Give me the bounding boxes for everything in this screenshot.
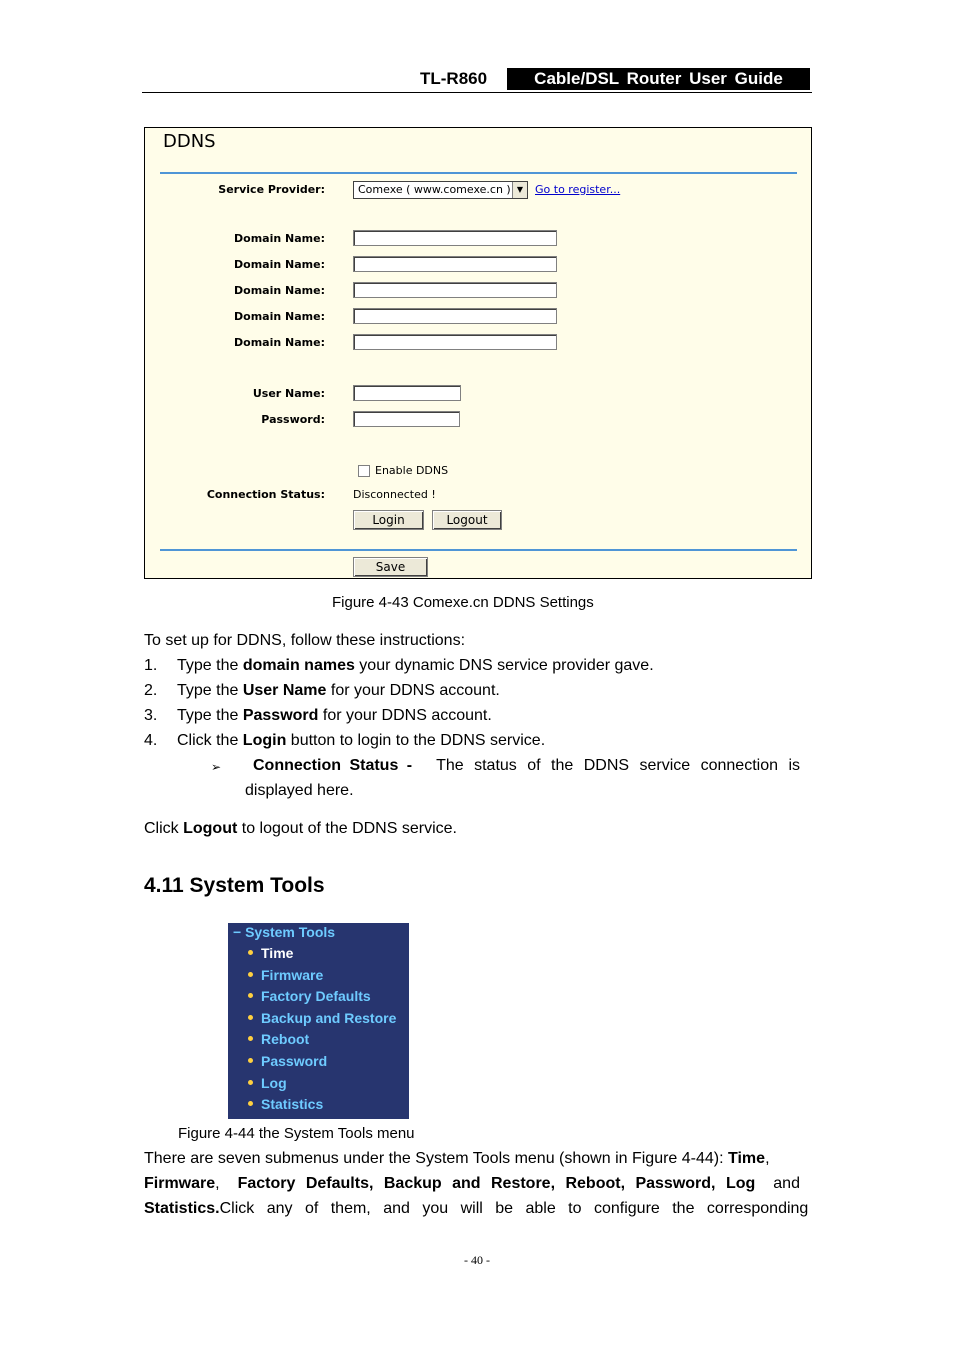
page-number: - 40 - xyxy=(464,1253,490,1267)
bullet-icon xyxy=(248,1036,253,1041)
bullet-icon xyxy=(248,1058,253,1063)
step-2 xyxy=(144,682,500,700)
header-model: TL-R860 xyxy=(420,69,488,88)
bullet-arrow-icon: ➢ xyxy=(211,760,222,774)
bullet-icon xyxy=(248,1080,253,1085)
logout-button[interactable]: Logout xyxy=(432,510,502,530)
save-button[interactable]: Save xyxy=(353,557,428,577)
bullet-line-1 xyxy=(253,757,800,775)
login-button[interactable]: Login xyxy=(353,510,424,530)
password-label: Password: xyxy=(261,413,325,426)
bullet-icon xyxy=(248,993,253,998)
menu-item-factory-defaults[interactable]: Factory Defaults xyxy=(248,988,371,1004)
menu-item-statistics[interactable]: Statistics xyxy=(248,1096,323,1112)
step-number: 4. xyxy=(144,732,158,749)
menu-item-password[interactable]: Password xyxy=(248,1053,327,1069)
menu-item-firmware[interactable]: Firmware xyxy=(248,967,323,983)
domain-name-input-2[interactable] xyxy=(353,256,557,272)
domain-name-label-1: Domain Name: xyxy=(234,232,325,245)
step-number: 2. xyxy=(144,682,158,699)
domain-name-label-3: Domain Name: xyxy=(234,284,325,297)
bullet-icon xyxy=(248,972,253,977)
bullet-line-2: displayed here. xyxy=(245,782,354,799)
password-input[interactable] xyxy=(353,411,460,427)
user-name-label: User Name: xyxy=(252,387,325,400)
domain-name-input-4[interactable] xyxy=(353,308,557,324)
para-line-2: Firmware, Factory Defaults, Backup and Restore, Reboot, Password, Log and xyxy=(144,1175,800,1192)
para-line-1: There are seven submenus under the System Tools menu (shown in Figure 4-44): Time, xyxy=(144,1150,770,1167)
dropdown-arrow-icon[interactable]: ▼ xyxy=(512,182,527,198)
connection-status-value: Disconnected ! xyxy=(353,488,436,501)
para-line-3: Statistics. Click any of them, and you will be able to configure the corresponding xyxy=(144,1200,809,1217)
service-provider-label: Service Provider: xyxy=(218,183,325,196)
step-3 xyxy=(144,707,492,725)
step-text: Click the xyxy=(177,732,243,749)
domain-name-input-3[interactable] xyxy=(353,282,557,298)
service-provider-value: Comexe ( www.comexe.cn ) xyxy=(358,183,511,196)
divider-top xyxy=(160,172,797,174)
figure-44-caption: Figure 4-44 the System Tools menu xyxy=(178,1125,415,1142)
step-bold: domain names xyxy=(242,657,355,674)
menu-item-log[interactable]: Log xyxy=(248,1075,287,1091)
menu-item-reboot[interactable]: Reboot xyxy=(248,1031,309,1047)
menu-item-time[interactable]: Time xyxy=(248,945,293,961)
bullet-text: The status of the DDNS service connection is xyxy=(436,757,800,774)
minus-icon: − xyxy=(233,924,242,940)
logout-note xyxy=(144,820,457,838)
step-number: 1. xyxy=(144,657,158,674)
divider-bottom xyxy=(160,549,797,551)
user-name-input[interactable] xyxy=(353,385,461,401)
enable-ddns-label: Enable DDNS xyxy=(375,464,449,477)
step-1 xyxy=(144,657,654,675)
note-text: Click xyxy=(144,820,184,837)
note-text: to logout of the DDNS service. xyxy=(237,820,457,837)
step-4 xyxy=(144,732,546,750)
register-link[interactable]: Go to register... xyxy=(535,183,621,196)
step-text: Type the xyxy=(177,682,243,699)
ddns-title: DDNS xyxy=(163,131,216,152)
ddns-settings-panel xyxy=(144,127,812,579)
step-bold: Login xyxy=(242,732,287,749)
service-provider-select[interactable] xyxy=(353,181,528,199)
domain-name-input-1[interactable] xyxy=(353,230,557,246)
page-header xyxy=(142,66,812,93)
header-guide-title: Cable/DSL Router User Guide xyxy=(507,68,810,90)
menu-head-label: System Tools xyxy=(245,924,336,940)
step-text: for your DDNS account. xyxy=(326,682,500,699)
connection-status-label: Connection Status: xyxy=(206,488,325,501)
bullet-icon xyxy=(248,950,253,955)
figure-43-caption: Figure 4-43 Comexe.cn DDNS Settings xyxy=(332,594,594,611)
domain-name-label-4: Domain Name: xyxy=(234,310,325,323)
bullet-bold: Connection Status - xyxy=(253,757,413,774)
domain-name-label-5: Domain Name: xyxy=(234,336,325,349)
intro-text: To set up for DDNS, follow these instructions: xyxy=(144,632,466,649)
step-bold: Password xyxy=(242,707,319,724)
system-tools-menu xyxy=(228,923,409,1119)
step-text: your dynamic DNS service provider gave. xyxy=(354,657,654,674)
domain-name-label-2: Domain Name: xyxy=(234,258,325,271)
enable-ddns-checkbox[interactable] xyxy=(358,465,370,477)
step-text: Type the xyxy=(177,657,243,674)
section-title: 4.11 System Tools xyxy=(144,874,325,897)
step-bold: User Name xyxy=(242,682,327,699)
note-bold: Logout xyxy=(183,820,238,837)
bullet-icon xyxy=(248,1015,253,1020)
step-text: button to login to the DDNS service. xyxy=(286,732,546,749)
menu-item-backup-restore[interactable]: Backup and Restore xyxy=(248,1010,396,1026)
menu-head[interactable] xyxy=(233,924,335,940)
bullet-icon xyxy=(248,1101,253,1106)
domain-name-input-5[interactable] xyxy=(353,334,557,350)
step-text: for your DDNS account. xyxy=(318,707,492,724)
step-text: Type the xyxy=(177,707,243,724)
step-number: 3. xyxy=(144,707,158,724)
